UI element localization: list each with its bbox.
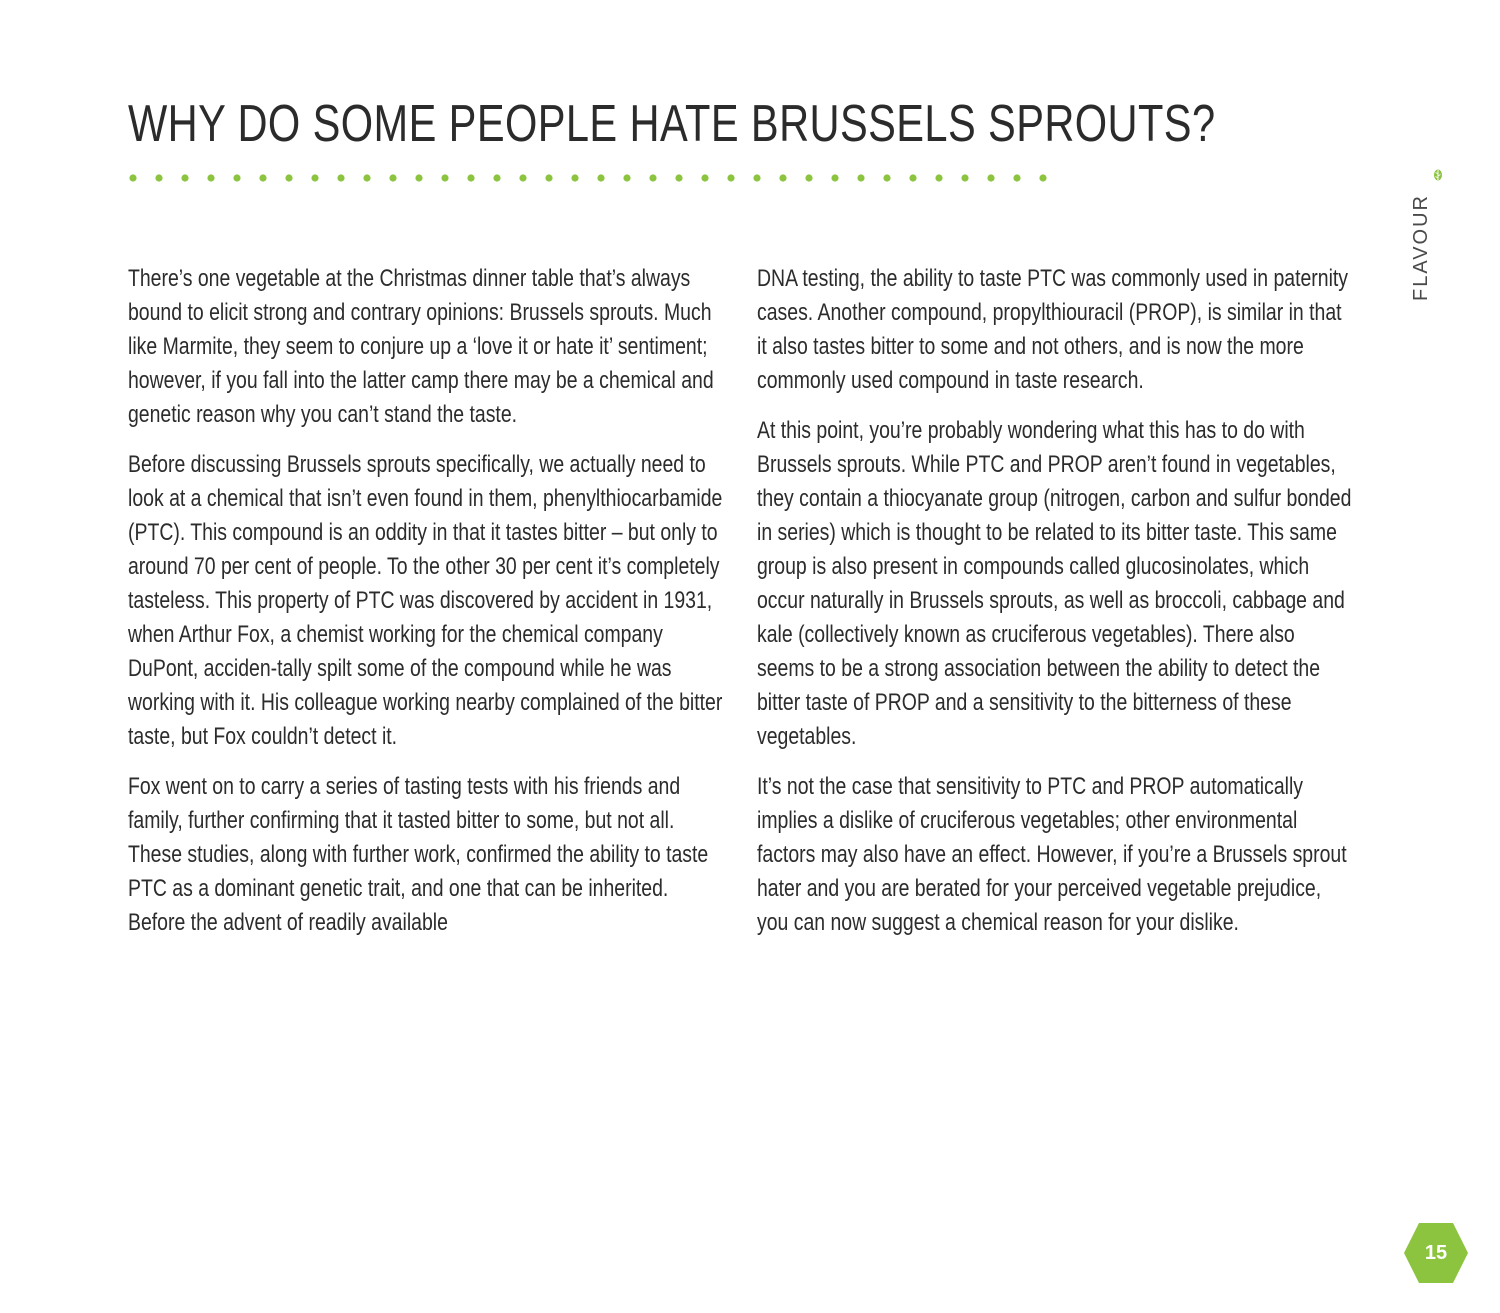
divider-dot <box>467 174 474 181</box>
dotted-divider <box>128 172 1052 184</box>
divider-dot <box>363 174 370 181</box>
divider-dot <box>883 174 890 181</box>
divider-dot <box>961 174 968 181</box>
divider-dot <box>181 174 188 181</box>
divider-dot <box>233 174 240 181</box>
divider-dot <box>337 174 344 181</box>
page-number: 15 <box>1424 1242 1448 1264</box>
divider-dot <box>857 174 864 181</box>
divider-dot <box>415 174 422 181</box>
divider-dot <box>935 174 942 181</box>
divider-dot <box>285 174 292 181</box>
divider-dot <box>311 174 318 181</box>
page-title: WHY DO SOME PEOPLE HATE BRUSSELS SPROUTS? <box>128 95 1216 153</box>
divider-dot <box>987 174 994 181</box>
divider-dot <box>389 174 396 181</box>
divider-dot <box>259 174 266 181</box>
page-number-badge <box>1403 1222 1469 1284</box>
divider-dot <box>493 174 500 181</box>
text-column-right <box>757 262 1357 956</box>
divider-dot <box>675 174 682 181</box>
divider-dot <box>909 174 916 181</box>
paragraph: Fox went on to carry a series of tasting tests with his friends and family, further confirming that it tasted bitter to some, but not all. These studies, along with further work, confirmed the ability to taste PTC as a dominant genetic trait, and one that can be inherited. Before the advent of readily available <box>128 773 709 936</box>
section-label: FLAVOUR <box>1410 194 1432 301</box>
paragraph: DNA testing, the ability to taste PTC was commonly used in paternity cases. Another compound, propylthiouracil (PROP), is similar in that it also tastes bitter to some and not others, and is now the more commonly used compound in taste research. <box>757 265 1349 394</box>
divider-dot <box>545 174 552 181</box>
divider-dot <box>207 174 214 181</box>
divider-dot <box>805 174 812 181</box>
divider-dot <box>597 174 604 181</box>
divider-dot <box>701 174 708 181</box>
divider-dot <box>753 174 760 181</box>
divider-dot <box>129 174 136 181</box>
text-column-left <box>128 262 728 956</box>
sprout-icon <box>1432 168 1444 182</box>
paragraph: There’s one vegetable at the Christmas dinner table that’s always bound to elicit strong and contrary opinions: Brussels sprouts. Much like Marmite, they seem to conjure up a ‘love it or hate it’ sentiment; however, if you fall into the latter camp there may be a chemical and genetic reason why you can’t stand the taste. <box>128 265 714 428</box>
divider-dot <box>779 174 786 181</box>
paragraph: Before discussing Brussels sprouts specifically, we actually need to look at a chemical that isn’t even found in them, phenylthiocarbamide (PTC). This compound is an oddity in that it tastes bitter – but only to around 70 per cent of people. To the other 30 per cent it’s completely tasteless. This property of PTC was discovered by accident in 1931, when Arthur Fox, a chemist working for the chemical company DuPont, acciden-tally spilt some of the compound while he was working with it. His colleague working nearby complained of the bitter taste, but Fox couldn’t detect it. <box>128 451 723 750</box>
divider-dot <box>571 174 578 181</box>
divider-dot <box>623 174 630 181</box>
divider-dot <box>155 174 162 181</box>
divider-dot <box>519 174 526 181</box>
divider-dot <box>727 174 734 181</box>
paragraph: At this point, you’re probably wondering what this has to do with Brussels sprouts. While PTC and PROP aren’t found in vegetables, they contain a thiocyanate group (nitrogen, carbon and sulfur bonded in series) which is thought to be related to its bitter taste. This same group is also present in compounds called glucosinolates, which occur naturally in Brussels sprouts, as well as broccoli, cabbage and kale (collectively known as cruciferous vegetables). There also seems to be a strong association between the ability to detect the bitter taste of PROP and a sensitivity to the bitterness of these vegetables. <box>757 417 1352 750</box>
divider-dot <box>1013 174 1020 181</box>
divider-dot <box>441 174 448 181</box>
divider-dot <box>831 174 838 181</box>
paragraph: It’s not the case that sensitivity to PTC and PROP automatically implies a dislike of cruciferous vegetables; other environmental factors may also have an effect. However, if you’re a Brussels sprout hater and you are berated for your perceived vegetable prejudice, you can now suggest a chemical reason for your dislike. <box>757 773 1347 936</box>
divider-dot <box>649 174 656 181</box>
divider-dot <box>1039 174 1046 181</box>
section-tab <box>1410 168 1450 301</box>
